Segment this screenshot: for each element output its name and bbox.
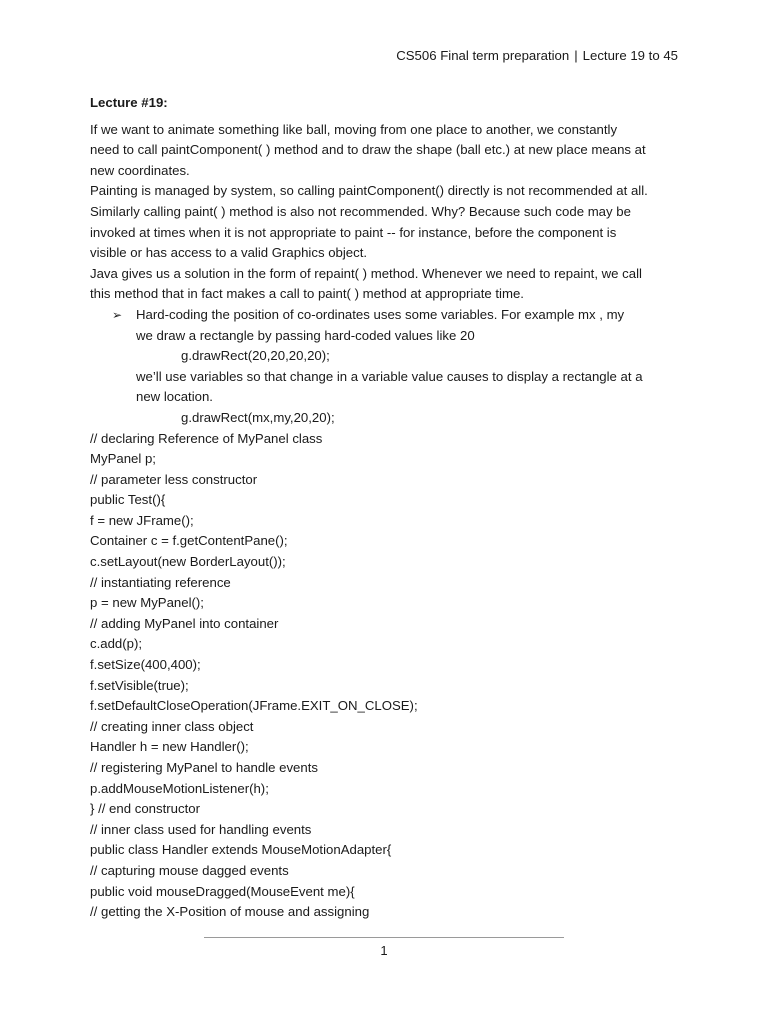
arrow-bullet-icon: ➢ bbox=[112, 307, 123, 322]
code-line: Handler h = new Handler(); bbox=[90, 739, 249, 755]
code-line: // parameter less constructor bbox=[90, 471, 258, 487]
code-line: p = new MyPanel(); bbox=[90, 595, 204, 611]
code-line: // creating inner class object bbox=[90, 718, 254, 734]
code-line: // inner class used for handling events bbox=[90, 821, 312, 837]
code-line: p.addMouseMotionListener(h); bbox=[90, 780, 269, 796]
paragraph-line: Java gives us a solution in the form of repaint( ) method. Whenever we need to repaint, we call bbox=[90, 265, 642, 281]
bullet-line: we draw a rectangle by passing hard-coded values like 20 bbox=[136, 327, 475, 343]
code-line: // capturing mouse dagged events bbox=[90, 862, 289, 878]
paragraph-line: need to call paintComponent( ) method and to draw the shape (ball etc.) at new place means at bbox=[90, 142, 646, 158]
paragraph-line: Similarly calling paint( ) method is also not recommended. Why? Because such code may be bbox=[90, 203, 631, 219]
paragraph-line: invoked at times when it is not appropriate to paint -- for instance, before the component is bbox=[90, 224, 617, 240]
bullet-item bbox=[90, 305, 690, 429]
code-line: // registering MyPanel to handle events bbox=[90, 760, 318, 775]
header-separator: | bbox=[574, 48, 578, 63]
page-number: 1 bbox=[380, 943, 388, 958]
page-header bbox=[396, 47, 678, 65]
code-line: MyPanel p; bbox=[90, 451, 156, 467]
code-line: // adding MyPanel into container bbox=[90, 615, 279, 631]
bullet-line: new location. bbox=[136, 389, 213, 405]
bullet-line: we’ll use variables so that change in a variable value causes to display a rectangle at a bbox=[136, 368, 643, 384]
code-line: f.setDefaultCloseOperation(JFrame.EXIT_ON_CLOSE); bbox=[90, 698, 418, 714]
document-body bbox=[90, 93, 690, 923]
code-line: f.setVisible(true); bbox=[90, 677, 189, 693]
paragraph-line: visible or has access to a valid Graphics object. bbox=[90, 245, 368, 261]
code-line: c.setLayout(new BorderLayout()); bbox=[90, 554, 286, 570]
code-line: // getting the X-Position of mouse and assigning bbox=[90, 904, 370, 920]
paragraph-line: this method that in fact makes a call to paint( ) method at appropriate time. bbox=[90, 286, 524, 302]
code-line: f.setSize(400,400); bbox=[90, 657, 201, 673]
lecture-heading: Lecture #19: bbox=[90, 95, 168, 110]
paragraph-line: new coordinates. bbox=[90, 162, 190, 178]
code-example: g.drawRect(20,20,20,20); bbox=[181, 348, 330, 364]
header-course-title: CS506 Final term preparation bbox=[396, 48, 570, 63]
code-example: g.drawRect(mx,my,20,20); bbox=[181, 409, 335, 425]
code-line: } // end constructor bbox=[90, 801, 200, 817]
header-lecture-range: Lecture 19 to 45 bbox=[582, 48, 678, 63]
paragraph-line: Painting is managed by system, so calling paintComponent() directly is not recommended at all. bbox=[90, 183, 648, 199]
bullet-line: Hard-coding the position of co-ordinates uses some variables. For example mx , my bbox=[136, 306, 625, 322]
code-line: Container c = f.getContentPane(); bbox=[90, 533, 288, 549]
code-line: // declaring Reference of MyPanel class bbox=[90, 430, 323, 446]
code-line: c.add(p); bbox=[90, 636, 143, 652]
code-line: public Test(){ bbox=[90, 492, 166, 508]
paragraph-line: If we want to animate something like ball, moving from one place to another, we constantly bbox=[90, 121, 618, 137]
code-line: public void mouseDragged(MouseEvent me){ bbox=[90, 883, 355, 899]
code-line: f = new JFrame(); bbox=[90, 512, 194, 528]
code-line: // instantiating reference bbox=[90, 574, 231, 590]
footer-divider bbox=[204, 937, 564, 938]
code-line: public class Handler extends MouseMotionAdapter{ bbox=[90, 842, 392, 858]
